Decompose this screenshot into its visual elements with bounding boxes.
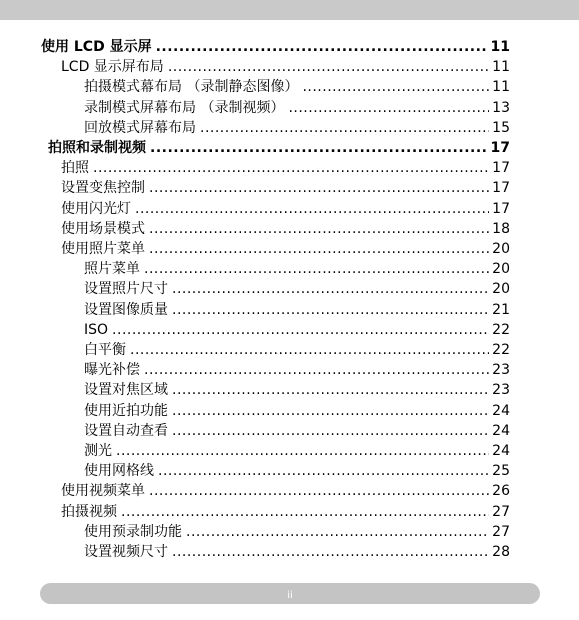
toc-dot-leader <box>116 441 489 461</box>
toc-entry-page: 13 <box>492 100 510 116</box>
toc-entry-title: 设置视频尺寸 <box>84 544 168 560</box>
toc-dot-leader <box>172 401 489 421</box>
toc-entry-title: 使用预录制功能 <box>84 524 182 540</box>
toc-dot-leader <box>172 421 489 441</box>
toc-entry[interactable] <box>84 259 510 279</box>
toc-entry-title: LCD 显示屏布局 <box>61 59 164 75</box>
toc-entry-page: 24 <box>492 443 510 459</box>
toc-dot-leader <box>186 522 489 542</box>
toc-entry-page: 17 <box>492 160 510 176</box>
toc-entry-title: 拍摄视频 <box>61 504 117 520</box>
toc-entry[interactable] <box>84 360 510 380</box>
toc-entry-page: 22 <box>492 322 510 338</box>
toc-entry-title: 设置照片尺寸 <box>84 281 168 297</box>
toc-entry-page: 22 <box>492 342 510 358</box>
toc-entry-title: 设置对焦区域 <box>84 382 168 398</box>
toc-entry-page: 26 <box>492 483 510 499</box>
toc-entry-title: 回放模式屏幕布局 <box>84 120 196 136</box>
toc-entry-page: 15 <box>492 120 510 136</box>
toc-entry-title: 使用 LCD 显示屏 <box>41 39 152 55</box>
toc-dot-leader <box>172 380 489 400</box>
toc-entry-page: 11 <box>492 79 510 95</box>
toc-entry-page: 18 <box>492 221 510 237</box>
toc-entry-title: 录制模式屏幕布局 （录制视频） <box>84 100 285 116</box>
toc-dot-leader <box>121 502 489 522</box>
toc-entry-page: 25 <box>492 463 510 479</box>
toc-entry-title: 设置图像质量 <box>84 302 168 318</box>
toc-entry-title: 拍照和录制视频 <box>48 140 146 156</box>
toc-dot-leader <box>156 37 488 57</box>
toc-entry-title: 拍摄模式幕布局 （录制静态图像） <box>84 79 299 95</box>
footer-bar <box>40 583 540 604</box>
toc-entry-page: 17 <box>490 140 510 156</box>
toc-dot-leader <box>168 57 489 77</box>
toc-dot-leader <box>172 300 489 320</box>
toc-entry[interactable] <box>84 118 510 138</box>
toc-dot-leader <box>112 320 489 340</box>
toc-dot-leader <box>144 360 489 380</box>
toc-entry-title: 使用照片菜单 <box>61 241 145 257</box>
toc-entry-page: 23 <box>492 382 510 398</box>
toc-dot-leader <box>172 542 489 562</box>
toc-entry[interactable] <box>84 300 510 320</box>
toc-entry-title: 拍照 <box>61 160 89 176</box>
toc-entry-page: 20 <box>492 261 510 277</box>
toc-entry-title: 使用闪光灯 <box>61 201 131 217</box>
toc-entry-page: 28 <box>492 544 510 560</box>
toc-entry-title: 测光 <box>84 443 112 459</box>
toc-dot-leader <box>93 158 489 178</box>
toc-entry-page: 17 <box>492 180 510 196</box>
toc-entry-page: 21 <box>492 302 510 318</box>
page-number: ii <box>287 590 293 601</box>
toc-entry-title: 使用场景模式 <box>61 221 145 237</box>
toc-entry[interactable] <box>61 481 510 501</box>
toc-dot-leader <box>158 461 489 481</box>
toc-entry[interactable] <box>61 239 510 259</box>
toc-entry-title: 设置自动查看 <box>84 423 168 439</box>
toc-entry[interactable] <box>61 57 510 77</box>
toc-entry-page: 27 <box>492 524 510 540</box>
toc-entry[interactable] <box>84 77 510 97</box>
toc-entry[interactable] <box>84 98 510 118</box>
toc-entry[interactable] <box>61 199 510 219</box>
toc-entry[interactable] <box>61 178 510 198</box>
toc-entry-page: 11 <box>492 59 510 75</box>
toc-entry[interactable] <box>84 542 510 562</box>
toc-entry-page: 20 <box>492 241 510 257</box>
toc-dot-leader <box>144 259 489 279</box>
toc-dot-leader <box>200 118 489 138</box>
toc-dot-leader <box>150 138 488 158</box>
toc-entry-title: 使用视频菜单 <box>61 483 145 499</box>
toc-entry[interactable] <box>84 279 510 299</box>
toc-entry-title: 使用近拍功能 <box>84 403 168 419</box>
toc-entry-title: 使用网格线 <box>84 463 154 479</box>
header-bar <box>0 0 579 20</box>
toc-dot-leader <box>149 219 489 239</box>
toc-entry-title: 白平衡 <box>84 342 126 358</box>
toc-entry[interactable] <box>84 421 510 441</box>
toc-entry[interactable] <box>84 340 510 360</box>
toc-entry-page: 24 <box>492 403 510 419</box>
toc-entry-page: 24 <box>492 423 510 439</box>
toc-dot-leader <box>135 199 489 219</box>
toc-entry-title: 照片菜单 <box>84 261 140 277</box>
toc-entry[interactable] <box>48 138 510 158</box>
toc-entry[interactable] <box>61 502 510 522</box>
toc-entry-title: 曝光补偿 <box>84 362 140 378</box>
toc-entry-page: 27 <box>492 504 510 520</box>
toc-dot-leader <box>288 98 489 118</box>
toc-entry-page: 23 <box>492 362 510 378</box>
toc-entry[interactable] <box>84 401 510 421</box>
toc-entry-page: 20 <box>492 281 510 297</box>
toc-entry[interactable] <box>41 37 510 57</box>
toc-entry-title: 设置变焦控制 <box>61 180 145 196</box>
toc-entry[interactable] <box>84 380 510 400</box>
toc-dot-leader <box>130 340 489 360</box>
toc-entry[interactable] <box>84 522 510 542</box>
toc-dot-leader <box>149 239 489 259</box>
toc-dot-leader <box>172 279 489 299</box>
toc-entry-page: 11 <box>490 39 510 55</box>
toc-entry[interactable] <box>61 219 510 239</box>
toc-dot-leader <box>149 178 489 198</box>
toc-entry[interactable] <box>84 461 510 481</box>
toc-entry[interactable] <box>84 320 510 340</box>
toc-entry-page: 17 <box>492 201 510 217</box>
toc-dot-leader <box>149 481 489 501</box>
toc-entry[interactable] <box>84 441 510 461</box>
toc-entry-title: ISO <box>84 322 109 338</box>
toc-dot-leader <box>302 77 489 97</box>
toc-entry[interactable] <box>61 158 510 178</box>
